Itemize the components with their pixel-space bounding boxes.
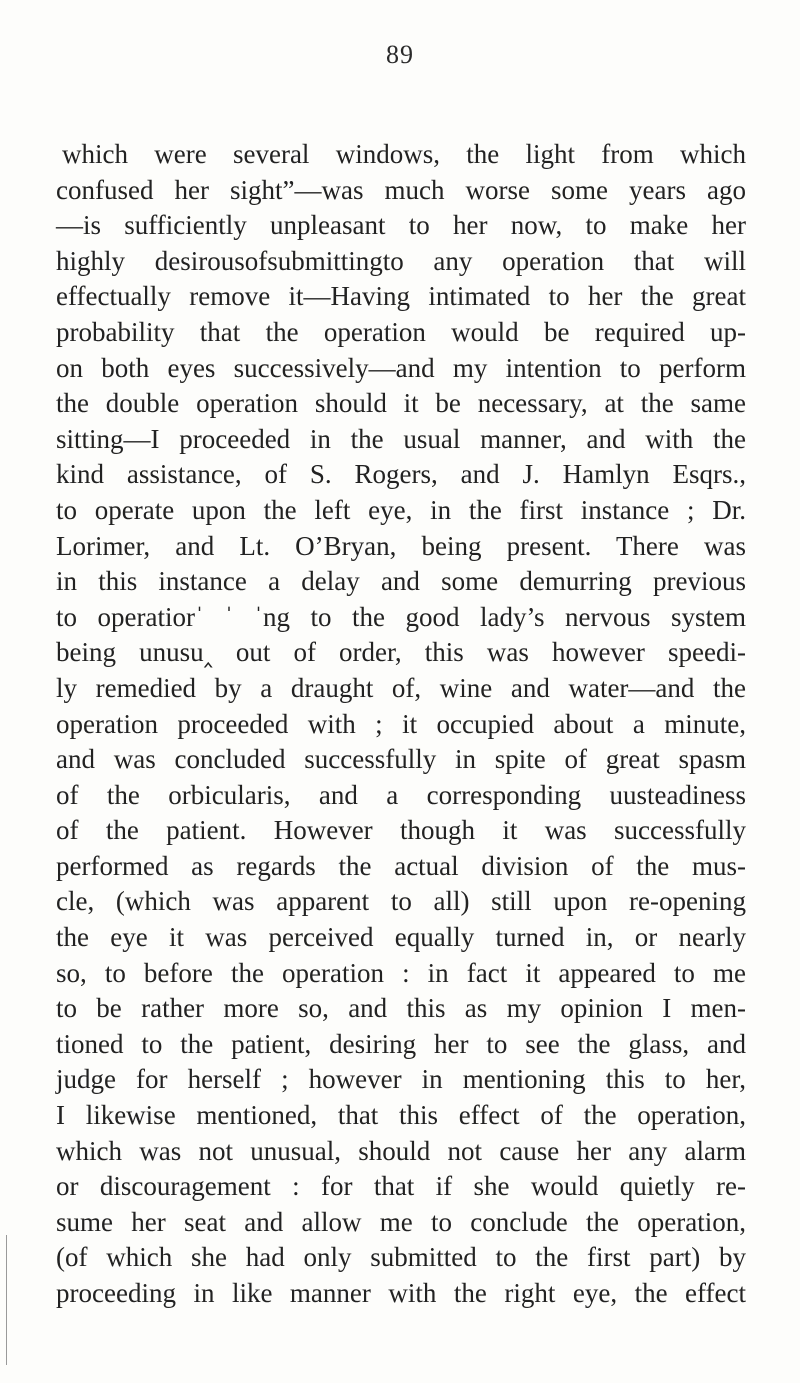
text-line: Lorimer, and Lt. O’Bryan, being present. There was bbox=[56, 530, 746, 561]
text-line: sitting—I proceeded in the usual manner, and with the bbox=[56, 423, 746, 454]
text-line: cle, (which was apparent to all) still upon re-opening bbox=[56, 886, 746, 917]
text-line: being unusu‸ out of order, this was however speedi- bbox=[56, 637, 746, 668]
text-line: to operatiorˈ ˈ ˈng to the good lady’s nervous system bbox=[56, 601, 746, 632]
text-line: and was concluded successfully in spite of great spasm bbox=[56, 744, 746, 775]
text-line: confused her sight”—was much worse some years ago bbox=[56, 174, 746, 205]
text-line: in this instance a delay and some demurring previous bbox=[56, 566, 746, 597]
page-edge-line bbox=[6, 1235, 7, 1365]
text-line: I likewise mentioned, that this effect of the operation, bbox=[56, 1100, 746, 1131]
text-line: ly remedied by a draught of, wine and water—and the bbox=[56, 672, 746, 703]
text-line: the eye it was perceived equally turned in, or nearly bbox=[56, 922, 746, 953]
body-text bbox=[56, 137, 746, 1312]
text-line: effectually remove it—Having intimated to her the great bbox=[56, 281, 746, 312]
text-line: on both eyes successively—and my intention to perform bbox=[56, 352, 746, 383]
text-line: to operate upon the left eye, in the first instance ; Dr. bbox=[56, 494, 746, 525]
text-line: probability that the operation would be required up- bbox=[56, 316, 746, 347]
text-line: (of which she had only submitted to the first part) by bbox=[56, 1242, 746, 1273]
text-line: tioned to the patient, desiring her to see the glass, and bbox=[56, 1028, 746, 1059]
text-line: kind assistance, of S. Rogers, and J. Hamlyn Esqrs., bbox=[56, 459, 746, 490]
text-line: sume her seat and allow me to conclude the operation, bbox=[56, 1206, 746, 1237]
text-line: proceeding in like manner with the right eye, the effect bbox=[56, 1278, 746, 1308]
text-line: which was not unusual, should not cause her any alarm bbox=[56, 1135, 746, 1166]
text-line: operation proceeded with ; it occupied about a minute, bbox=[56, 708, 746, 739]
text-line: so, to before the operation : in fact it appeared to me bbox=[56, 957, 746, 988]
text-line: performed as regards the actual division of the mus- bbox=[56, 850, 746, 881]
text-line: —is sufficiently unpleasant to her now, to make her bbox=[56, 210, 746, 241]
text-line: to be rather more so, and this as my opinion I men- bbox=[56, 993, 746, 1024]
text-line: the double operation should it be necessary, at the same bbox=[56, 388, 746, 419]
text-line: which were several windows, the light from which bbox=[62, 139, 746, 169]
text-line: of the patient. However though it was successfully bbox=[56, 815, 746, 846]
text-line: judge for herself ; however in mentioning this to her, bbox=[56, 1064, 746, 1095]
text-line: or discouragement : for that if she would quietly re- bbox=[56, 1171, 746, 1202]
text-line: highly desirousofsubmittingto any operation that will bbox=[56, 245, 746, 276]
page-number: 89 bbox=[386, 40, 414, 69]
text-line: of the orbicularis, and a corresponding uusteadiness bbox=[56, 779, 746, 810]
